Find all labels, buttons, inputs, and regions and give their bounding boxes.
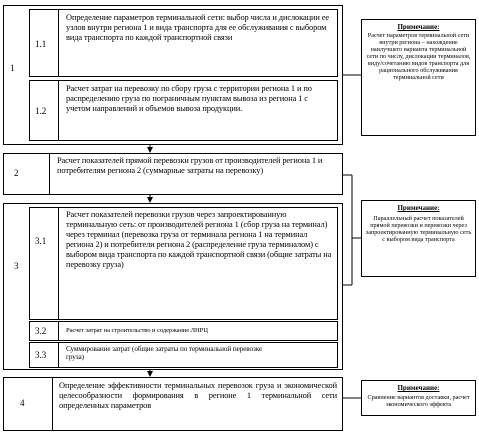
note-1-text: Расчет параметров терминальной сети внутри региона – нахождение наилучшего варианта терминальной сети по числу, дислокации терминалов, виду/сочетанию видов транспорта для рационального обслуживания терминальной сети	[366, 32, 471, 81]
step-1-1-number: 1.1	[35, 39, 47, 49]
note-1-title: Примечание:	[397, 23, 440, 31]
step-2-num-cell	[3, 153, 50, 195]
note-3-box	[361, 380, 476, 416]
step-3-2-number: 3.2	[35, 326, 47, 336]
step-4-text: Определение эффективности терминальных перевозок груза и экономической целесообразности формирования в регионе 1 терминальной сети определенных параметров	[59, 381, 337, 410]
step-3-3-number: 3.3	[35, 350, 47, 360]
step-2-text: Расчет показателей прямой перевозки грузов от производителей региона 1 и потребителям региона 2 (суммарные затраты на перевозку)	[57, 156, 323, 175]
note-3-text: Сравнение вариантов доставки, расчет экономического эффекта	[367, 394, 470, 408]
step-3-1-text: Расчет показателей перевозки грузов через запроектированную терминальную сеть: от производителей региона 1 (сбор груза на терминал) через терминал (перевозка груза от терминала региона 1 на терминал региона 2) и потребители региона 2 (распределение груза терминалом) с выбором вида транспорта по каждой транспортной связи (общие затраты на перевозку груза)	[66, 210, 332, 269]
note-1-box	[361, 19, 476, 136]
step-3-number: 3	[14, 261, 19, 271]
step-1-2-number: 1.2	[35, 106, 47, 116]
step-1-number: 1	[10, 63, 15, 73]
note-3-title: Примечание:	[397, 384, 440, 392]
step-4-num-cell	[3, 377, 53, 431]
note-2-title: Примечание:	[397, 204, 440, 212]
step-2-number: 2	[14, 168, 19, 178]
note-2-box	[361, 200, 476, 277]
step-4-number: 4	[20, 398, 25, 408]
step-3-1-number: 3.1	[35, 236, 47, 246]
step-1-2-text: Расчет затрат на перевозку по сбору груза с территории региона 1 и по распределению груза по пограничным пунктам вывоза из региона 1 с учетом направлений и объемов вывоза продукции.	[66, 84, 312, 113]
step-1-1-text: Определение параметров терминальной сети: выбор числа и дислокации ее узлов внутри региона 1 и вида транспорта для ее обслуживания с выбором вида транспорта по каждой транспортной связи	[66, 13, 329, 42]
note-2-text: Параллельный расчет показателей прямой перевозки и перевозки через запроектированную терминальную сеть с выбором вида транспорта	[365, 215, 472, 243]
step-3-2-text: Расчет затрат на строительство и содержание ЛНРЦ	[66, 327, 208, 334]
step-3-3-text: Суммирование затрат (общие затраты по терминальной перевозке груза)	[66, 345, 263, 362]
step-3-1-num-cell	[29, 207, 59, 320]
